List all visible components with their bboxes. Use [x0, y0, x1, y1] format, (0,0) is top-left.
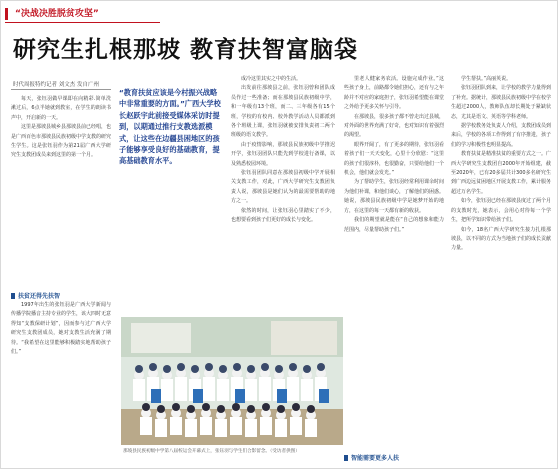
- byline: 时代周报特约记者 刘文杰 发自广州: [13, 82, 99, 88]
- body-column-1: [11, 95, 111, 285]
- pull-quote: “教育扶贫应该是今村振兴战略中非常重要的方面。”广西大学校长赵跃宇此前接受媒体采访时提到，以期通过推行支教选派模式，让这些在边疆县困地区的孩子能够享受良好的基础教育，提高基础教育水平。: [119, 88, 221, 166]
- paragraph: 出发前往那坡县之前，张钰羽曾和团队成员作过一些准备；而在那坡县民族初级中学，和一年级有13个班，而二、三年级各有15个班，学校的有校内、校外教学活动人员都派到各个班级上课，张钰羽就被安排负责初二两个班级的语文教学。: [231, 85, 335, 139]
- byline-divider: [11, 89, 111, 90]
- paragraph: 1997年出生的张钰羽是广西大学新闻与传播学院播音主持专业的学生，该大四时无意得知“支教保研计划”，因而参与过广西大学研究生支教团成员，她对支教生活充满了期待。“我希望在这里能够积极踏实地帮助孩子们。”: [11, 302, 111, 356]
- paragraph: 教育扶贫是精准扶贫的重要方式之一。广西大学研究生支教团自2000年开始组建，截至2020年，已有20多届共计300多名研究生到广西边远贫困地区开展支教工作，累计服务超过万名学生。: [451, 151, 551, 195]
- section-rule: [5, 22, 160, 23]
- paragraph: 成冷这里其实之中的生活。: [241, 76, 302, 82]
- body-column-4: [451, 75, 551, 461]
- paragraph: 如今，18名广西大学研究生接力扎根那坡县，以不同的方式为当地孩子们的成长贡献力量。: [451, 226, 551, 252]
- paragraph: 里老人健家务农活。设施完成作业。”这些孩子身上，前路都令她们担心，还有与之年龄并不对应的家庭担子，张钰羽希望能在课堂之外给予更多关怀与引导。: [344, 76, 444, 111]
- paragraph: 学生帮扶。”高丽英说。: [461, 76, 512, 82]
- paragraph: 据学校教务处负责人介绍，支教团成员到来后，学校的各项工作得到了有序推进，孩子们的学习积极性也明显提高。: [451, 123, 551, 148]
- paragraph: 如今，张钰羽已经在那坡县度过了两个月的支教时光，她表示，会用心对待每一个学生，把所学知识带给孩子们。: [451, 198, 551, 224]
- paragraph: 这里是那坡县城乡县那坡县前已经唱，也是广西百色市那坡县民族初级中学支教的研究生学生。这是张钰羽作为第21届广西大学研究生支教团成员来到这里的第一个月。: [11, 124, 111, 159]
- paragraph: 依然的时间，让张钰羽心里踏实了不少，也想要看到孩子们更好的成长与变化。: [231, 207, 335, 224]
- paragraph: 由于疫情影响，那坡县民族初级中学推迟开学，张钰羽团队只能先到学校进行备课，以及熟悉校园环境。: [231, 141, 335, 167]
- body-column-3: [344, 75, 444, 461]
- paragraph: 我们的期望就是能在“自己的想象和能力范围内，尽量帮助孩子们。”: [344, 217, 444, 233]
- paragraph: 张钰羽团队同意在那坡县初级中学开展相关支教工作，对此，广西大学研究生支教团负责人说，那坡县是她们认为的最需要帮助的地方之一。: [231, 170, 335, 205]
- paragraph: 为了帮助学生，张钰羽经常利用课余时间为他们补课，和他们谈心，了解他们的困惑。她说，那坡县民族初级中学是她梦开始的地方，在这里的每一天都有新的收获。: [344, 179, 444, 214]
- paragraph: 每天，张钰羽做早课即在向精彩.简单洗漱过后，6点半她就到教室，在学生的朗读书声中，开启新的一天。: [11, 96, 111, 121]
- body-column-2: [231, 75, 335, 313]
- section-tag-marker: [5, 8, 8, 20]
- headline: 研究生扎根那坡 教育扶智富脑袋: [13, 36, 359, 63]
- body-column-1b: [11, 301, 111, 461]
- subhead-2: 智能需要更多人扶: [344, 453, 399, 462]
- paragraph: 在那坡县，很多孩子都不曾走出过县城，对外面的世界充满了好奇，也对知识有着强烈的渴望。: [344, 113, 444, 139]
- section-tag: “决战决胜脱贫攻坚”: [15, 9, 99, 19]
- paragraph: 张钰羽团队到来，让学校的教学力量得到了补充。据统计，那坡县民族初级中学在校学生超过2000人，教师队伍却长期处于紧缺状态，尤其是语文、英语等学科老师。: [451, 85, 551, 120]
- group-photo-illustration: [121, 317, 343, 445]
- group-photo: [121, 317, 343, 445]
- subhead-1: 扶贫还得先扶智: [11, 291, 60, 300]
- photo-caption: 那坡县民族初级中学第八届校运会开幕式上，张钰羽与学生们合影留念。（受访者供图）: [123, 449, 300, 454]
- paragraph: 眼界开阔了，有了更多的期待，张钰羽看着孩子们一天天变化，心里十分欣慰：“这里的孩子们很淳朴，也很勤奋，只要给他们一个机会，他们就会发光。”: [344, 141, 444, 177]
